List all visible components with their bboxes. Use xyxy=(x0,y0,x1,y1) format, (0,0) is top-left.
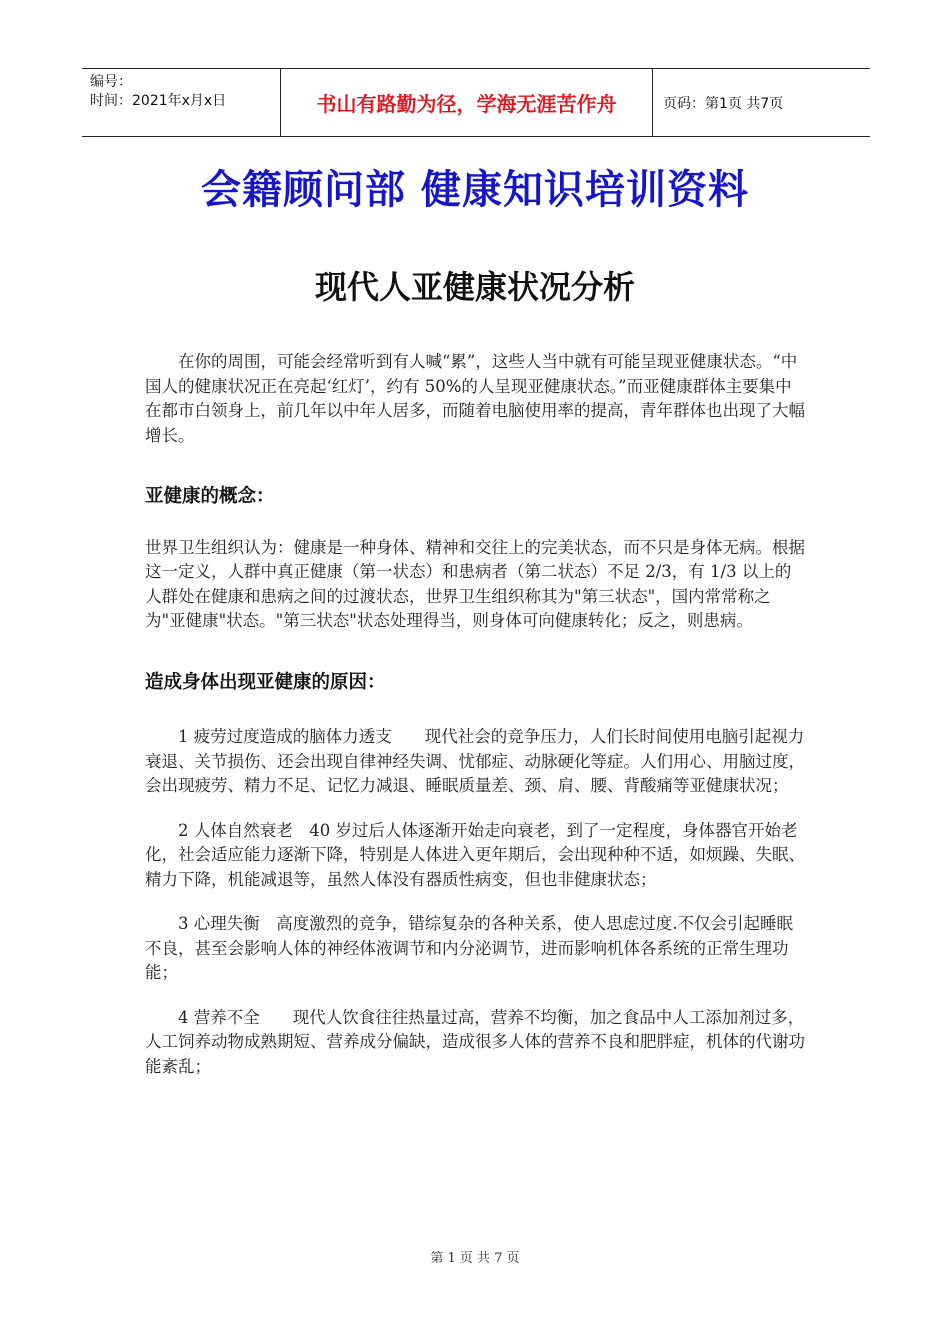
cause-item-4: 4 营养不全 现代人饮食往往热量过高，营养不均衡，加之食品中人工添加剂过多，人工饲养动物成熟期短、营养成分偏缺，造成很多人体的营养不良和肥胖症，机体的代谢功能紊乱； xyxy=(145,1007,805,1076)
document-subtitle: 现代人亚健康状况分析 xyxy=(314,268,635,306)
document-title: 会籍顾问部 健康知识培训资料 xyxy=(201,167,749,213)
header-page-label: 页码：第1页 共7页 xyxy=(663,95,784,112)
cause-item-2: 2 人体自然衰老 40 岁过后人体逐渐开始走向衰老，到了一定程度，身体器官开始老化，社会适应能力逐渐下降，特别是人体进入更年期后，会出现种种不适，如烦躁、失眠、精力下降，机能减退等，虽然人体没有器质性病变，但也非健康状态； xyxy=(145,820,805,889)
header-motto: 书山有路勤为径，学海无涯苦作舟 xyxy=(281,69,653,136)
number-label: 编号： xyxy=(90,74,132,90)
causes-heading: 造成身体出现亚健康的原因： xyxy=(145,671,386,693)
document-body xyxy=(145,350,805,1079)
header-table xyxy=(82,68,870,137)
cause-item-1: 1 疲劳过度造成的脑体力透支 现代社会的竞争压力，人们长时间使用电脑引起视力衰退、关节损伤、还会出现自律神经失调、忧郁症、动脉硬化等症。人们用心、用脑过度，会出现疲劳、精力不足、记忆力减退、睡眠质量差、颈、肩、腰、背酸痛等亚健康状况； xyxy=(145,727,805,795)
cause-item-3: 3 心理失衡 高度激烈的竞争，错综复杂的各种关系，使人思虑过度.不仅会引起睡眠不良，甚至会影响人体的神经体液调节和内分泌调节，进而影响机体各系统的正常生理功能； xyxy=(145,914,793,982)
intro-paragraph: 在你的周围，可能会经常听到有人喊“累”，这些人当中就有可能呈现亚健康状态。“中国人的健康状况正在亮起‘红灯’，约有 50%的人呈现亚健康状态。”而亚健康群体主要集中在都市白领身上，前几年以中年人居多，而随着电脑使用率的提高，青年群体也出现了大幅增长。 xyxy=(145,352,805,445)
time-label: 时间：2021年x月x日 xyxy=(90,93,227,109)
concept-paragraph: 世界卫生组织认为：健康是一种身体、精神和交往上的完美状态，而不只是身体无病。根据这一定义，人群中真正健康（第一状态）和患病者（第二状态）不足 2/3，有 1/3 以上的人群处在健康和患病之间的过渡状态，世界卫生组织称其为"第三状态"，国内常常称之为"亚健康"状态。"第三状态"状态处理得当，则身体可向健康转化；反之，则患病。 xyxy=(145,537,805,630)
concept-heading: 亚健康的概念： xyxy=(145,486,275,507)
header-meta xyxy=(82,69,281,136)
page-footer: 第 1 页 共 7 页 xyxy=(430,1251,520,1266)
